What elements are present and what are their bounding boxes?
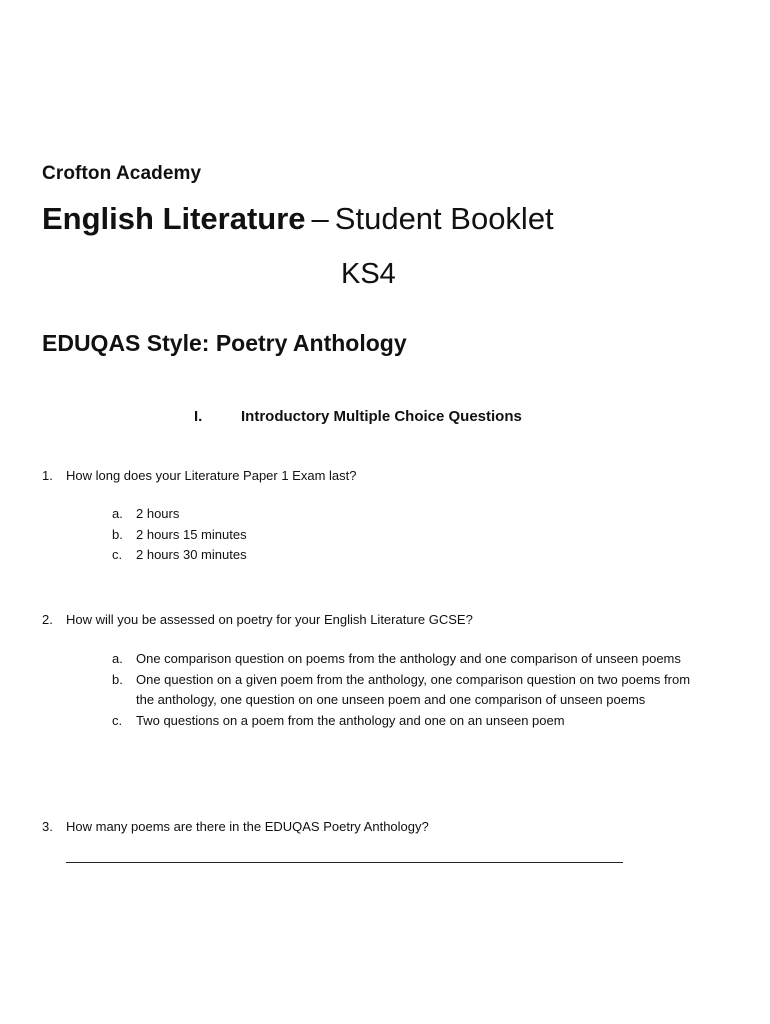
option-a xyxy=(112,649,702,670)
school-name: Crofton Academy xyxy=(42,163,202,184)
answer-line[interactable] xyxy=(66,862,623,863)
question-number: 3. xyxy=(42,819,53,834)
title-subject: English Literature xyxy=(42,201,306,236)
option-letter: c. xyxy=(112,547,123,562)
option-b xyxy=(112,670,702,711)
question-2 xyxy=(42,612,473,627)
question-text: How will you be assessed on poetry for your English Literature GCSE? xyxy=(66,612,473,627)
question-text: How many poems are there in the EDUQAS Poetry Anthology? xyxy=(66,819,429,834)
option-text: 2 hours 15 minutes xyxy=(136,526,247,542)
option-text: One question on a given poem from the anthology, one comparison question on two poems from the anthology, one question on one unseen poem and one comparison of unseen poems xyxy=(136,671,691,707)
question-number: 2. xyxy=(42,612,53,627)
section-title: Introductory Multiple Choice Questions xyxy=(241,408,522,425)
question-1 xyxy=(42,468,357,483)
option-letter: a. xyxy=(112,651,123,666)
option-text: One comparison question on poems from the anthology and one comparison of unseen poems xyxy=(136,651,681,666)
option-c xyxy=(112,711,702,732)
question-number: 1. xyxy=(42,468,53,483)
option-a xyxy=(112,504,702,525)
title-booklet: Student Booklet xyxy=(334,201,554,236)
option-letter: b. xyxy=(112,671,123,687)
option-c xyxy=(112,545,702,566)
option-letter: c. xyxy=(112,712,123,728)
option-letter: b. xyxy=(112,526,123,542)
title-separator: – xyxy=(311,201,329,236)
question-3 xyxy=(42,819,429,834)
question-text: How long does your Literature Paper 1 Exam last? xyxy=(66,468,357,483)
key-stage-label: KS4 xyxy=(341,258,396,290)
question-1-options xyxy=(112,504,702,566)
option-b xyxy=(112,525,702,546)
section-heading xyxy=(194,408,522,425)
booklet-title xyxy=(42,201,554,237)
section-numeral: I. xyxy=(194,408,203,425)
option-text: 2 hours xyxy=(136,506,180,521)
question-2-options xyxy=(112,649,702,731)
option-text: Two questions on a poem from the anthology and one on an unseen poem xyxy=(136,712,565,728)
option-text: 2 hours 30 minutes xyxy=(136,547,247,562)
option-letter: a. xyxy=(112,506,123,521)
booklet-subtitle: EDUQAS Style: Poetry Anthology xyxy=(42,330,407,356)
